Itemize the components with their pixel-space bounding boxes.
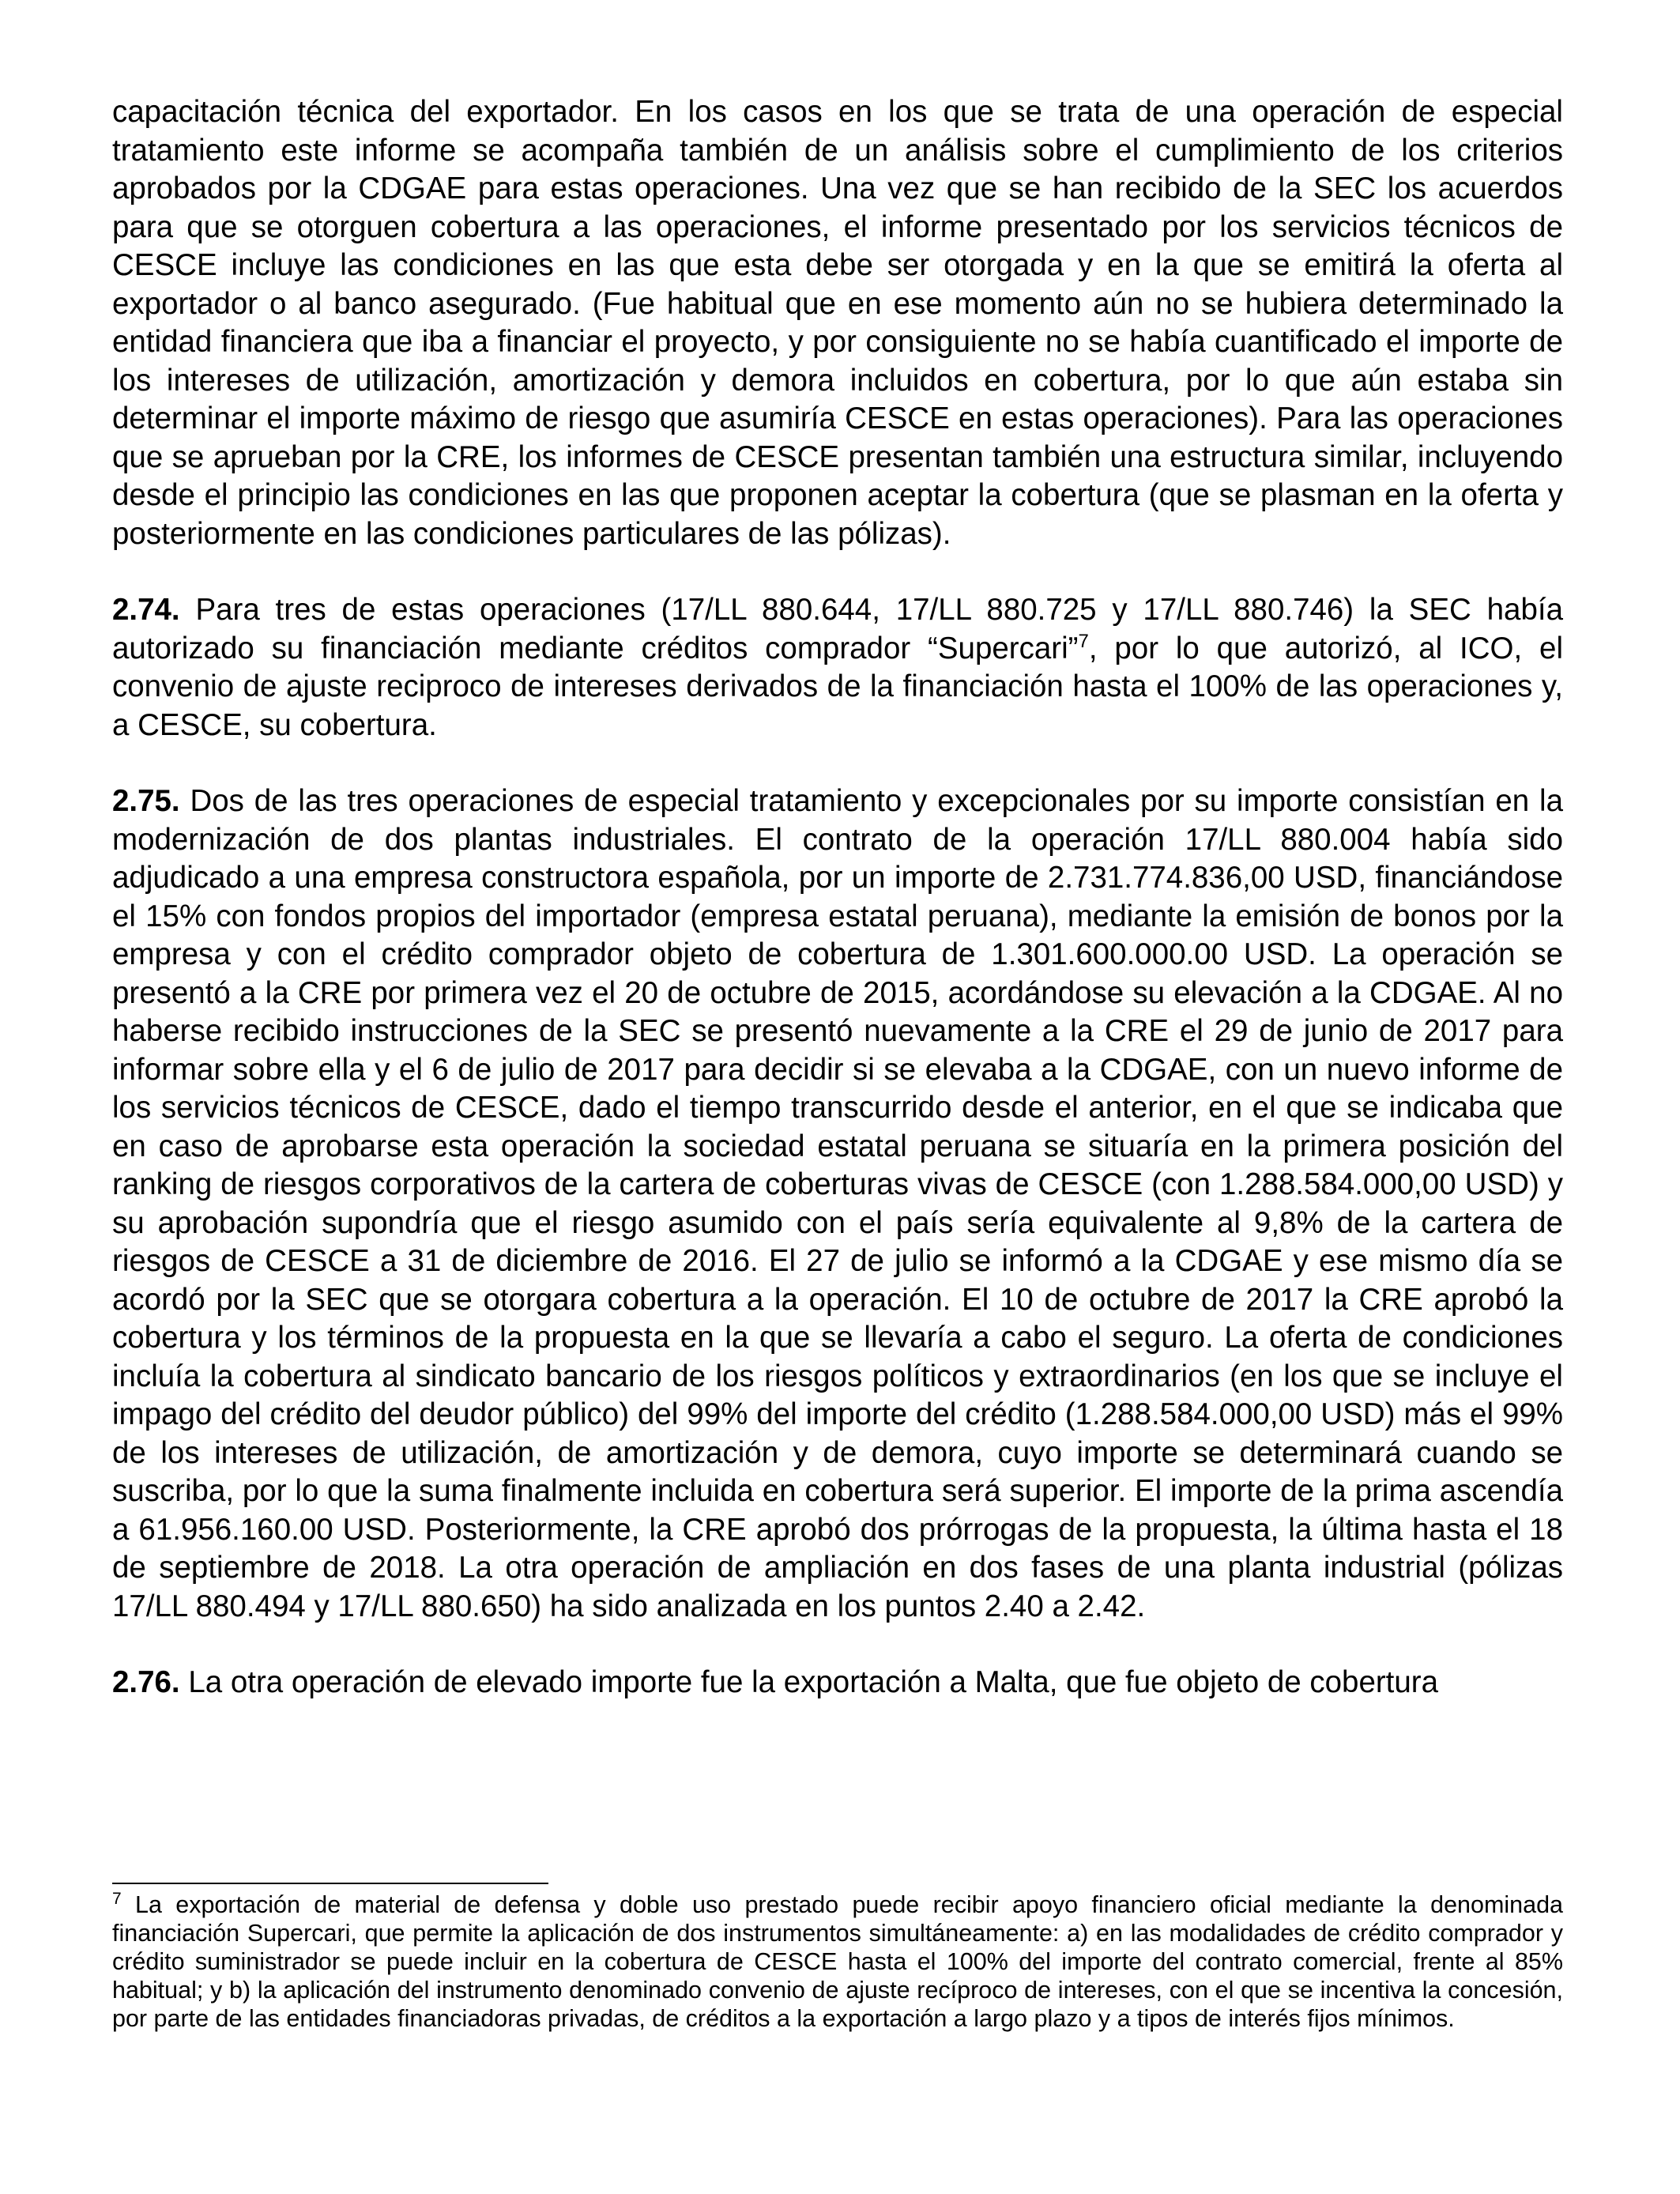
paragraph-text: La otra operación de elevado importe fue la exportación a Malta, que fue objeto de cobertura <box>188 1665 1439 1699</box>
footnote-text: La exportación de material de defensa y doble uso prestado puede recibir apoyo financiero oficial mediante la denominada financiación Supercari, que permite la aplicación de dos instrumentos simultáneamente: a) en las modalidades de crédito comprador y crédito suministrador se puede incluir en la cobertura de CESCE hasta el 100% del importe del contrato comercial, frente al 85% habitual; y b) la aplicación del instrumento denominado convenio de ajuste recíproco de intereses, con el que se incentiva la concesión, por parte de las entidades financiadoras privadas, de créditos a la exportación a largo plazo y a tipos de interés fijos mínimos. <box>112 1891 1563 2032</box>
paragraph-2-75 <box>112 782 1563 1626</box>
paragraph-2-74 <box>112 591 1563 745</box>
paragraph-number: 2.74. <box>112 593 180 627</box>
paragraph-text: Para tres de estas operaciones (17/LL 880.644, 17/LL 880.725 y 17/LL 880.746) la SEC había autorizado su financiación mediante créditos comprador “Supercari” <box>112 593 1563 665</box>
footnote <box>112 1891 1563 2033</box>
paragraph-number: 2.75. <box>112 784 180 818</box>
paragraph-2-76 <box>112 1664 1563 1702</box>
paragraph-text: Dos de las tres operaciones de especial tratamiento y excepcionales por su importe consistían en la modernización de dos plantas industriales. El contrato de la operación 17/LL 880.004 había sido adjudicado a una empresa constructora española, por un importe de 2.731.774.836,00 USD, financiándose el 15% con fondos propios del importador (empresa estatal peruana), mediante la emisión de bonos por la empresa y con el crédito comprador objeto de cobertura de 1.301.600.000.00 USD. La operación se presentó a la CRE por primera vez el 20 de octubre de 2015, acordándose su elevación a la CDGAE. Al no haberse recibido instrucciones de la SEC se presentó nuevamente a la CRE el 29 de junio de 2017 para informar sobre ella y el 6 de julio de 2017 para decidir si se elevaba a la CDGAE, con un nuevo informe de los servicios técnicos de CESCE, dado el tiempo transcurrido desde el anterior, en el que se indicaba que en caso de aprobarse esta operación la sociedad estatal peruana se situaría en la primera posición del ranking de riesgos corporativos de la cartera de coberturas vivas de CESCE (con 1.288.584.000,00 USD) y su aprobación supondría que el riesgo asumido con el país sería equivalente al 9,8% de la cartera de riesgos de CESCE a 31 de diciembre de 2016. El 27 de julio se informó a la CDGAE y ese mismo día se acordó por la SEC que se otorgara cobertura a la operación. El 10 de octubre de 2017 la CRE aprobó la cobertura y los términos de la propuesta en la que se llevaría a cabo el seguro. La oferta de condiciones incluía la cobertura al sindicato bancario de los riesgos políticos y extraordinarios (en los que se incluye el impago del crédito del deudor público) del 99% del importe del crédito (1.288.584.000,00 USD) más el 99% de los intereses de utilización, de amortización y de demora, cuyo importe se determinará cuando se suscriba, por lo que la suma finalmente incluida en cobertura será superior. El importe de la prima ascendía a 61.956.160.00 USD. Posteriormente, la CRE aprobó dos prórrogas de la propuesta, la última hasta el 18 de septiembre de 2018. La otra operación de ampliación en dos fases de una planta industrial (pólizas 17/LL 880.494 y 17/LL 880.650) ha sido analizada en los puntos 2.40 a 2.42. <box>112 784 1563 1623</box>
paragraph-continuation <box>112 93 1563 553</box>
footnote-separator <box>112 1883 548 1884</box>
paragraph-number: 2.76. <box>112 1665 180 1699</box>
paragraph-text-continued: , por lo que autorizó, al ICO, el convenio de ajuste reciproco de intereses derivados de la financiación hasta el 100% de las operaciones y, a CESCE, su cobertura. <box>112 631 1564 742</box>
paragraph-text: capacitación técnica del exportador. En los casos en los que se trata de una operación de especial tratamiento este informe se acompaña también de un análisis sobre el cumplimiento de los criterios aprobados por la CDGAE para estas operaciones. Una vez que se han recibido de la SEC los acuerdos para que se otorguen cobertura a las operaciones, el informe presentado por los servicios técnicos de CESCE incluye las condiciones en las que esta debe ser otorgada y en la que se emitirá la oferta al exportador o al banco asegurado. (Fue habitual que en ese momento aún no se hubiera determinado la entidad financiera que iba a financiar el proyecto, y por consiguiente no se había cuantificado el importe de los intereses de utilización, amortización y demora incluidos en cobertura, por lo que aún estaba sin determinar el importe máximo de riesgo que asumiría CESCE en estas operaciones). Para las operaciones que se aprueban por la CRE, los informes de CESCE presentan también una estructura similar, incluyendo desde el principio las condiciones en las que proponen aceptar la cobertura (que se plasman en la oferta y posteriormente en las condiciones particulares de las pólizas). <box>112 95 1563 551</box>
footnote-reference[interactable]: 7 <box>1078 630 1089 652</box>
document-body <box>112 93 1563 1702</box>
footnote-mark: 7 <box>112 1889 122 1908</box>
